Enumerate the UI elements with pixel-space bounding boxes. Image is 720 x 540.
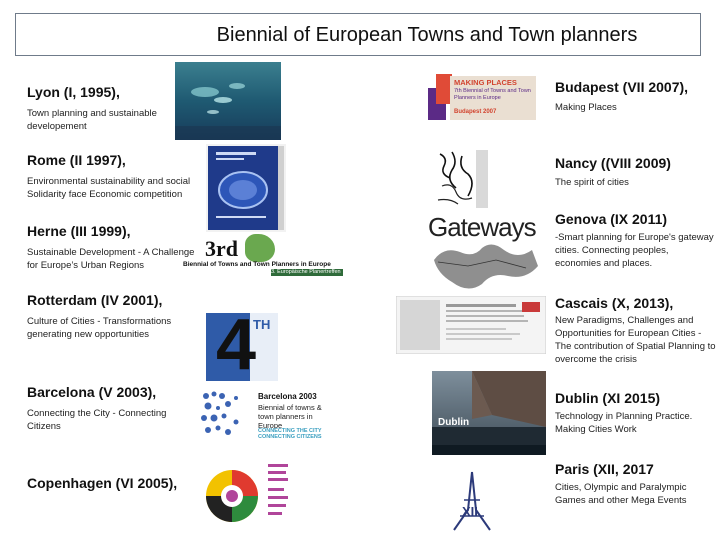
- entry-budapest: [555, 79, 715, 114]
- theme-rome: Environmental sustainability and social Solidarity face Economic competition: [27, 176, 191, 200]
- budapest-logo-head: MAKING PLACES: [454, 78, 517, 87]
- theme-rotterdam: Culture of Cities - Transformations generating new opportunities: [27, 316, 172, 340]
- entry-copenhagen: [27, 475, 207, 491]
- page-title: Biennial of European Towns and Town planners: [216, 24, 638, 46]
- city-dublin: Dublin (XI 2015): [555, 390, 661, 406]
- dublin-poster-image: [432, 371, 546, 455]
- copenhagen-logo: [198, 458, 292, 530]
- rotterdam-logo-th: TH: [253, 317, 271, 332]
- city-paris: Paris (XII, 2017: [555, 461, 654, 477]
- barcelona-logo-tag: CONNECTING THE CITY CONNECTING CITIZENS: [258, 428, 322, 440]
- city-budapest: Budapest (VII 2007),: [555, 79, 689, 95]
- theme-herne: Sustainable Development - A Challenge for Europe’s Urban Regions: [27, 247, 195, 271]
- herne-logo: [183, 234, 345, 276]
- entry-rome: [27, 152, 207, 201]
- genova-logo: [428, 210, 550, 290]
- entry-barcelona: [27, 384, 187, 433]
- city-herne: Herne (III 1999),: [27, 223, 131, 239]
- entry-cascais: [555, 295, 717, 366]
- theme-nancy: The spirit of cities: [555, 177, 629, 188]
- city-genova: Genova (IX 2011): [555, 211, 668, 227]
- city-nancy: Nancy ((VIII 2009): [555, 155, 671, 171]
- theme-dublin: Technology in Planning Practice. Making Cities Work: [555, 411, 693, 435]
- theme-lyon: Town planning and sustainable developement: [27, 108, 157, 132]
- city-rotterdam: Rotterdam (IV 2001),: [27, 292, 163, 308]
- lyon-poster-image: [175, 62, 281, 140]
- herne-logo-text: Biennial of Towns and Town Planners in Europe: [183, 261, 331, 268]
- rotterdam-poster-image: [206, 313, 278, 381]
- entry-herne: [27, 223, 207, 272]
- entry-paris: [555, 461, 715, 507]
- city-cascais: Cascais (X, 2013),: [555, 295, 674, 311]
- genova-logo-word: Gateways: [428, 212, 536, 242]
- title-box: [15, 13, 701, 56]
- dublin-logo-word: Dublin: [438, 417, 470, 428]
- budapest-poster-image: [422, 72, 546, 122]
- paris-logo: [444, 470, 500, 532]
- theme-paris: Cities, Olympic and Paralympic Games and other Mega Events: [555, 482, 687, 506]
- city-copenhagen: Copenhagen (VI 2005),: [27, 475, 178, 491]
- nancy-poster-image: [432, 146, 490, 212]
- paris-logo-number: XII: [462, 504, 478, 519]
- barcelona-logo-sub: Biennial of towns & town planners in Europe: [258, 403, 322, 430]
- herne-map-shape: [245, 234, 275, 262]
- budapest-logo-city: Budapest 2007: [454, 109, 497, 115]
- city-rome: Rome (II 1997),: [27, 152, 126, 168]
- entry-nancy: [555, 155, 715, 189]
- entry-rotterdam: [27, 292, 197, 341]
- rome-poster-image: [206, 144, 286, 232]
- entry-genova: [555, 211, 715, 270]
- entry-dublin: [555, 390, 715, 436]
- theme-budapest: Making Places: [555, 102, 617, 113]
- theme-genova: -Smart planning for Europe's gateway cities. Connecting peoples, economies and places.: [555, 232, 714, 269]
- city-lyon: Lyon (I, 1995),: [27, 84, 120, 100]
- barcelona-logo: [200, 388, 350, 440]
- theme-barcelona: Connecting the City - Connecting Citizens: [27, 408, 167, 432]
- cascais-poster-image: [396, 296, 546, 354]
- rotterdam-logo-number: 4: [216, 313, 257, 381]
- herne-logo-number: 3rd: [205, 236, 238, 261]
- city-barcelona: Barcelona (V 2003),: [27, 384, 157, 400]
- barcelona-logo-title: Barcelona 2003: [258, 392, 317, 401]
- theme-cascais: New Paradigms, Challenges and Opportunities for European Cities - The contribution of Spatial Planning to overcome the crisis: [555, 315, 716, 365]
- herne-logo-banner: 3. Europäische Planertreffen: [271, 269, 343, 276]
- budapest-logo-sub: 7th Biennial of Towns and Town Planners in Europe: [454, 88, 531, 101]
